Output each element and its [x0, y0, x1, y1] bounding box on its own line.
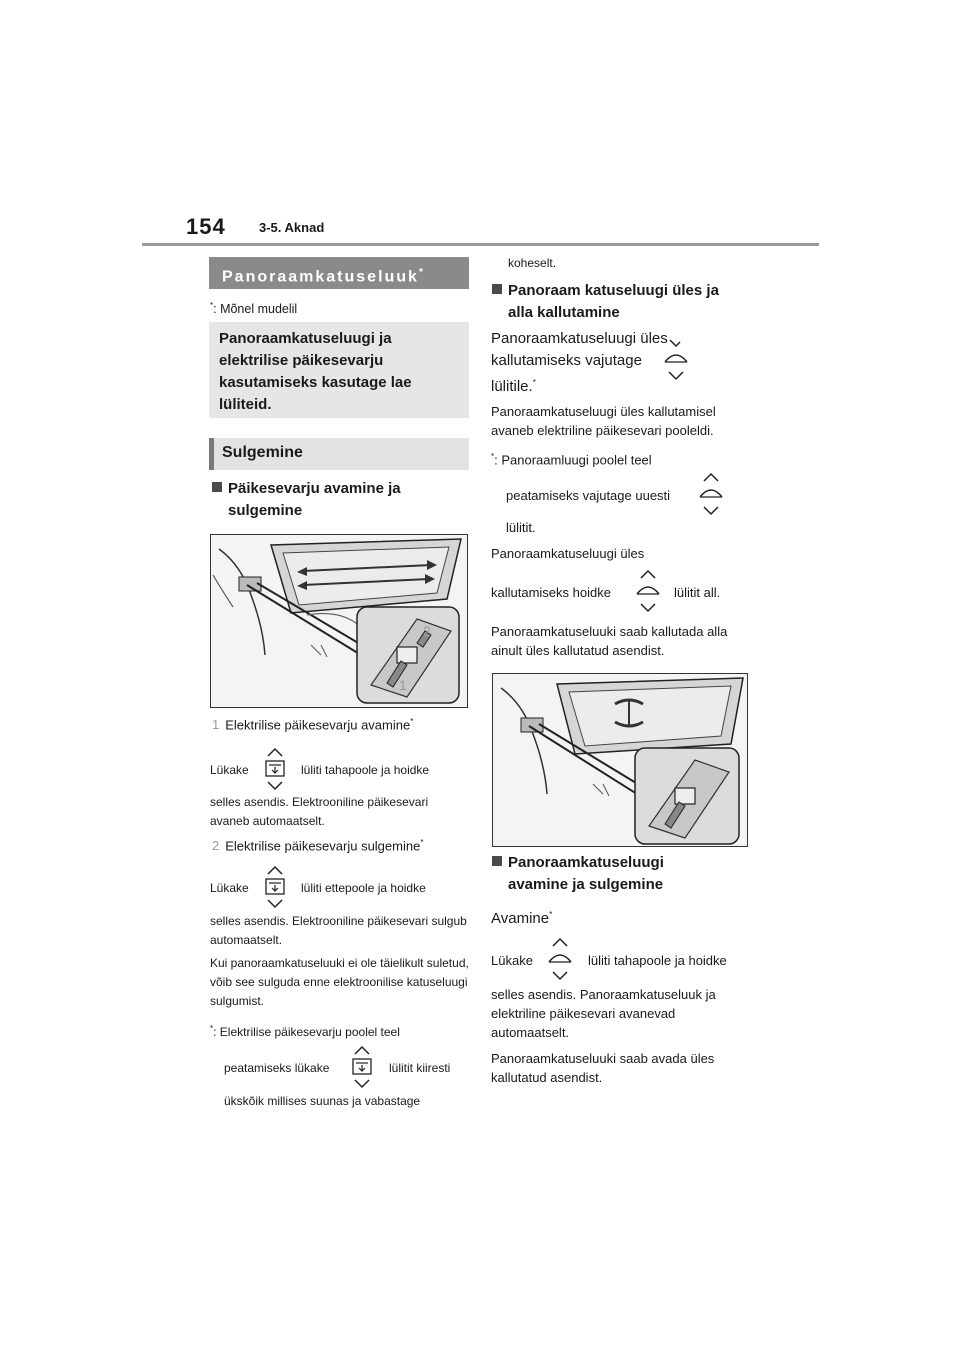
section-title: 3-5. Aknad	[259, 220, 325, 235]
subheading-tilt-text: Panoraam katuseluugi üles ja alla kallutamine	[508, 282, 719, 321]
ceiling-switch-illustration	[211, 535, 467, 707]
tilt-switch-icon	[546, 936, 574, 982]
shade-switch-icon	[351, 1044, 373, 1090]
bullet-square-icon	[492, 284, 502, 294]
hold-line-2b: lülitit all.	[674, 585, 721, 600]
hold-line-1: Panoraamkatuseluugi üles	[491, 546, 645, 561]
stop-note-text: : Elektrilise päikesevarju poolel teel	[213, 1025, 400, 1039]
tilt-line-3-mark: *	[532, 378, 536, 387]
tilt-note	[491, 447, 652, 469]
section-heading: Sulgemine	[209, 438, 469, 470]
model-note	[210, 301, 297, 316]
item-1-number: 1	[212, 717, 220, 733]
stop-note-line-a: peatamiseks lükake	[224, 1061, 330, 1075]
stop-note-mark: *	[210, 1024, 214, 1033]
item-2-line-a: Lükake	[210, 881, 249, 895]
stop-note	[210, 1019, 400, 1042]
item-1-title: Elektrilise päikesevarju avamine	[225, 717, 411, 733]
open-paragraph: selles asendis. Panoraamkatuseluuk ja elektriline päikesevari avanevad automaatselt.	[491, 987, 716, 1040]
subheading-text: Päikesevarju avamine ja sulgemine	[228, 480, 401, 519]
figure-label-1: 1	[399, 677, 407, 693]
item-2-mark: *	[420, 838, 424, 847]
header-rule	[142, 243, 819, 246]
partial-close-note: Kui panoraamkatuseluuki ei ole täielikult suletud, võib see sulguda enne elektroonilise katuseluugi sulgumist.	[210, 956, 469, 1008]
tilt-line-1: Panoraamkatuseluugi üles	[491, 330, 668, 347]
switch-figure-2	[492, 673, 748, 847]
bullet-square-icon	[492, 856, 502, 866]
tilt-line-2: kallutamiseks vajutage	[491, 352, 642, 369]
item-2-number: 2	[212, 838, 220, 854]
page-title-mark: *	[418, 267, 423, 278]
hold-line-2a: kallutamiseks hoidke	[491, 585, 611, 600]
page-number: 154	[186, 214, 226, 239]
page-title-text: Panoraamkatuseluuk	[222, 268, 419, 286]
tilt-note-text: : Panoraamluugi poolel teel	[494, 452, 652, 468]
figure-label-2: 2	[423, 623, 431, 639]
tilt-line-3	[491, 372, 536, 398]
item-1-mark: *	[410, 717, 414, 726]
open-line-b: lüliti tahapoole ja hoidke	[588, 953, 727, 968]
model-note-mark: *	[210, 301, 214, 310]
item-2-title: Elektrilise päikesevarju sulgemine	[225, 838, 421, 854]
item-1-line-a: Lükake	[210, 763, 249, 777]
stop-note-line-b: lülitit kiiresti	[389, 1061, 451, 1075]
subheading-shade	[212, 478, 462, 522]
shade-switch-icon	[264, 746, 286, 792]
item-1-line-b: lüliti tahapoole ja hoidke	[301, 763, 430, 777]
tilt-switch-icon	[662, 336, 690, 382]
open-line-a: Lükake	[491, 953, 533, 968]
model-note-text: : Mõnel mudelil	[213, 302, 298, 317]
tilt-note-line-3: lülitit.	[506, 520, 536, 535]
page-title	[209, 257, 469, 289]
tilt-line-3-text: lülitile.	[491, 378, 533, 395]
tilt-switch-icon	[697, 471, 725, 517]
subheading-tilt	[492, 280, 752, 324]
item-2-heading	[212, 838, 423, 853]
tilt-note-line-2: peatamiseks vajutage uuesti	[506, 488, 671, 503]
open-heading-text: Avamine	[491, 910, 550, 927]
open-heading	[491, 904, 552, 930]
continued-text: koheselt.	[508, 256, 557, 270]
item-1-desc: selles asendis. Elektrooniline päikesevari avaneb automaatselt.	[210, 795, 429, 828]
tilt-paragraph: Panoraamkatuseluugi üles kallutamisel avaneb elektriline päikesevari pooleldi.	[491, 404, 716, 438]
tilt-switch-illustration	[493, 674, 747, 846]
item-2-line-b: lüliti ettepoole ja hoidke	[301, 881, 426, 895]
item-2-desc: selles asendis. Elektrooniline päikesevari sulgub automaatselt.	[210, 914, 467, 947]
shade-switch-icon	[264, 864, 286, 910]
open-heading-mark: *	[549, 910, 553, 919]
info-box: Panoraamkatuseluugi ja elektrilise päikesevarju kasutamiseks kasutage lae lüliteid.	[209, 322, 469, 418]
hold-paragraph: Panoraamkatuseluuki saab kallutada alla ainult üles kallutatud asendist.	[491, 624, 728, 658]
tilt-switch-icon	[634, 568, 662, 614]
item-1-heading	[212, 717, 413, 732]
subheading-open-text: Panoraamkatuseluugi avamine ja sulgemine	[508, 854, 664, 893]
tilt-note-mark: *	[491, 452, 495, 461]
bullet-square-icon	[212, 482, 222, 492]
open-paragraph-2: Panoraamkatuseluuki saab avada üles kallutatud asendist.	[491, 1051, 715, 1085]
subheading-open	[492, 852, 752, 896]
stop-note-line-c: ükskõik millises suunas ja vabastage	[224, 1094, 421, 1108]
switch-figure-1	[210, 534, 468, 708]
